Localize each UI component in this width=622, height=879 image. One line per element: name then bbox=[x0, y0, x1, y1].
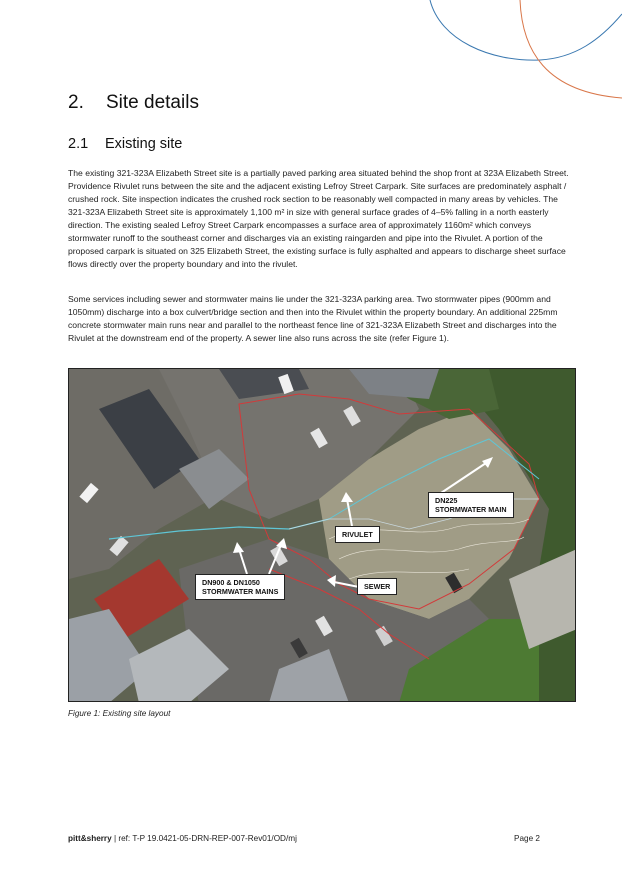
subsection-heading bbox=[68, 136, 182, 152]
paragraph-site-description: The existing 321-323A Elizabeth Street site is a partially paved parking area situated behind the shop front at 323A Elizabeth Street. Providence Rivulet runs between the site and the adjacent existing Lefroy Street Carpark. Site surfaces are predominately asphalt / crushed rock. Site inspection indicates the crushed rock section to be reasonably well compacted in many areas by vehicles. The 321-323A Elizabeth Street site is approximately 1,100 m² in size with general surface grades of 4–5% falling in a north easterly direction. The existing sealed Lefroy Street Carpark encompasses a surface area of approximately 1160m² which conveys stormwater runoff to the southeast corner and discharges via an existing raingarden and pipe into the Rivulet. A portion of the proposed carpark is situated on 325 Elizabeth Street, the existing surface is fully asphalted and appears to discharge sheet surface flows directly over the property boundary and into the rivulet. bbox=[68, 168, 569, 269]
callout-sewer: SEWER bbox=[357, 578, 397, 595]
subsection-title: Existing site bbox=[105, 136, 183, 152]
footer-brand: pitt&sherry bbox=[68, 834, 112, 843]
figure-caption: Figure 1: Existing site layout bbox=[68, 709, 171, 718]
aerial-photo bbox=[69, 369, 576, 702]
page-number: Page 2 bbox=[514, 834, 540, 843]
callout-dn900-dn1050-stormwater-mains: DN900 & DN1050 STORMWATER MAINS bbox=[195, 574, 285, 600]
section-number: 2. bbox=[68, 92, 84, 113]
site-layout-figure bbox=[68, 368, 576, 702]
footer-reference: | ref: T-P 19.0421-05-DRN-REP-007-Rev01/OD/mj bbox=[111, 834, 297, 843]
deco-curve-orange bbox=[520, 0, 622, 98]
footer bbox=[68, 834, 297, 843]
callout-dn225-stormwater-main: DN225 STORMWATER MAIN bbox=[428, 492, 514, 518]
paragraph-services: Some services including sewer and stormwater mains lie under the 321-323A parking area. Two stormwater pipes (900mm and 1050mm) discharge into a box culvert/bridge section and then into the Rivulet within the property boundary. An additional 225mm concrete stormwater main runs near and parallel to the northeast fence line of 321-323A Elizabeth Street and discharges into the Rivulet at the downstream end of the property. A sewer line also runs across the site (refer Figure 1). bbox=[68, 294, 558, 343]
callout-rivulet: RIVULET bbox=[335, 526, 380, 543]
section-title: Site details bbox=[106, 92, 199, 113]
subsection-number: 2.1 bbox=[68, 136, 89, 152]
section-heading bbox=[68, 92, 199, 114]
deco-curve-blue bbox=[430, 0, 622, 60]
